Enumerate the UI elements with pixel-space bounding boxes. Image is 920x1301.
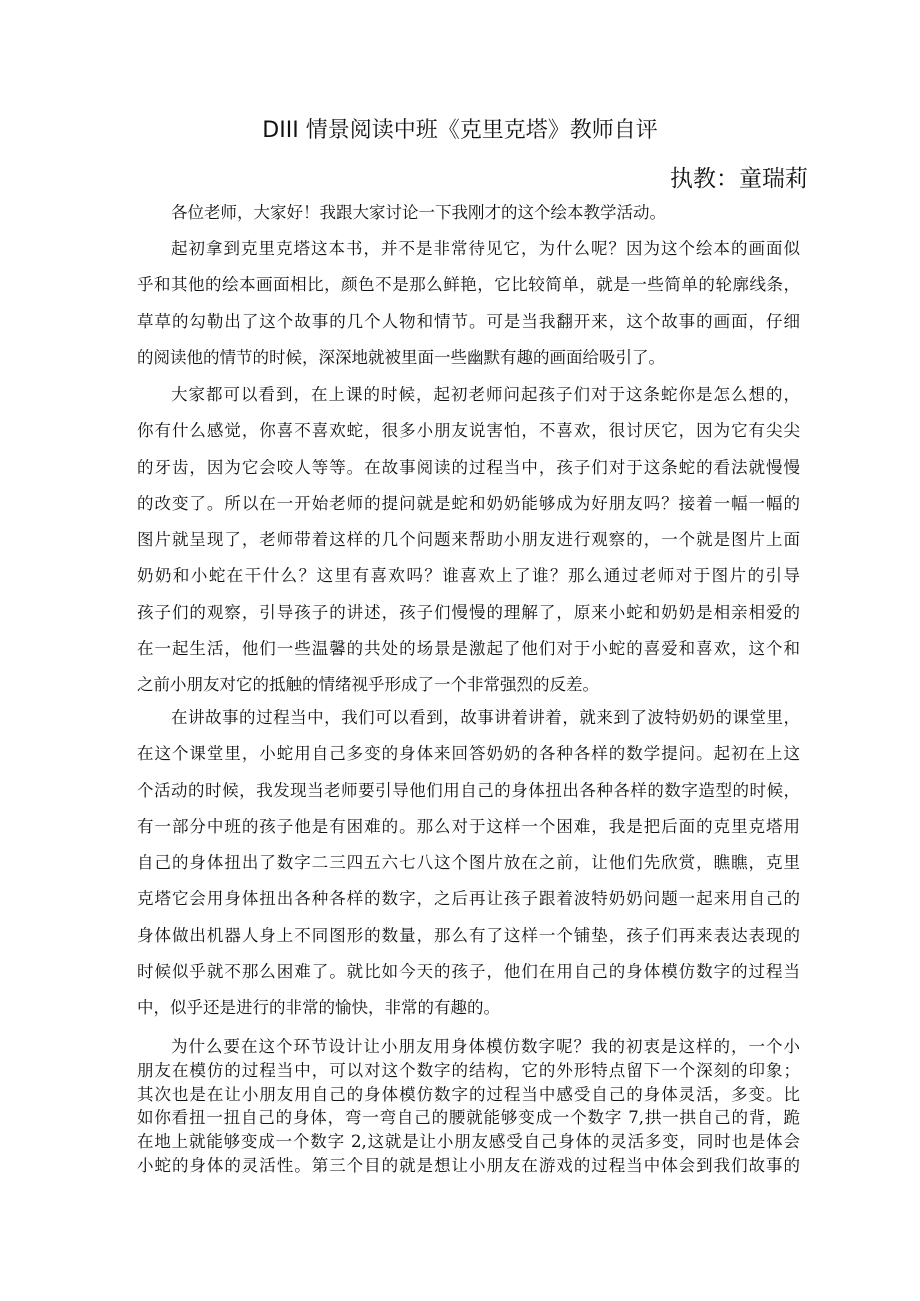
text-line: 图片就呈现了，老师带着这样的几个问题来帮助小朋友进行观察的，一个就是图片上面 <box>137 530 800 550</box>
text-line: 在一起生活，他们一些温馨的共处的场景是激起了他们对于小蛇的喜爱和喜欢，这个和 <box>137 639 800 659</box>
paragraph-first-impression <box>137 231 800 376</box>
author-line: 执教：童瑞莉 <box>670 166 808 192</box>
text-line: 的牙齿，因为它会咬人等等。在故事阅读的过程当中，孩子们对于这条蛇的看法就慢慢 <box>137 457 800 477</box>
text-line: 朋友在模仿的过程当中，可以对这个数字的结构，它的外形特点留下一个深刻的印象； <box>137 1060 800 1080</box>
document-title: DIII 情景阅读中班《克里克塔》教师自评 <box>262 118 658 143</box>
text-line: 克塔它会用身体扭出各种各样的数字，之后再让孩子跟着波特奶奶问题一起来用自己的 <box>137 889 800 909</box>
text-line: 在讲故事的过程当中，我们可以看到，故事讲着讲着，就来到了波特奶奶的课堂里， <box>171 708 800 727</box>
text-line: 奶奶和小蛇在干什么？这里有喜欢吗？谁喜欢上了谁？那么通过老师对于图片的引导 <box>137 566 800 586</box>
text-line: 乎和其他的绘本画面相比，颜色不是那么鲜艳，它比较简单，就是一些简单的轮廓线条， <box>137 275 800 295</box>
text-line: 的改变了。所以在一开始老师的提问就是蛇和奶奶能够成为好朋友吗？接着一幅一幅的 <box>137 493 800 513</box>
text-line: 草草的勾勒出了这个故事的几个人物和情节。可是当我翻开来，这个故事的画面，仔细 <box>137 311 800 331</box>
paragraph-greeting <box>137 195 800 231</box>
text-line: 有一部分中班的孩子他是有困难的。那么对于这样一个困难，我是把后面的克里克塔用 <box>137 816 800 836</box>
text-line: 中，似乎还是进行的非常的愉快，非常的有趣的。 <box>137 998 500 1018</box>
text-line: 的阅读他的情节的时候，深深地就被里面一些幽默有趣的画面给吸引了。 <box>137 347 665 367</box>
text-line: 大家都可以看到，在上课的时候，起初老师问起孩子们对于这条蛇你是怎么想的， <box>171 385 800 404</box>
text-line: 各位老师，大家好！我跟大家讨论一下我刚才的这个绘本教学活动。 <box>171 203 666 222</box>
text-line: 在这个课堂里，小蛇用自己多变的身体来回答奶奶的各种各样的数学提问。起初在上这 <box>137 744 800 764</box>
text-line: 孩子们的观察，引导孩子的讲述，孩子们慢慢的理解了，原来小蛇和奶奶是相亲相爱的 <box>137 602 800 622</box>
paragraph-classroom-story <box>137 700 800 1027</box>
paragraph-body-imitation <box>137 1035 800 1178</box>
text-line: 起初拿到克里克塔这本书，并不是非常待见它，为什么呢？因为这个绘本的画面似 <box>171 239 800 258</box>
text-line: 你有什么感觉，你喜不喜欢蛇，很多小朋友说害怕，不喜欢，很讨厌它，因为它有尖尖 <box>137 421 800 441</box>
text-line: 时候似乎就不那么困难了。就比如今天的孩子，他们在用自己的身体模仿数字的过程当 <box>137 962 800 982</box>
text-line: 自己的身体扭出了数字二三四五六七八这个图片放在之前，让他们先欣赏，瞧瞧，克里 <box>137 853 800 873</box>
text-line: 如你看扭一扭自己的身体，弯一弯自己的腰就能够变成一个数字 7,拱一拱自己的背，跪 <box>137 1108 800 1128</box>
text-line: 为什么要在这个环节设计让小朋友用身体模仿数字呢？我的初衷是这样的，一个小 <box>171 1037 800 1056</box>
text-line: 在地上就能够变成一个数字 2,这就是让小朋友感受自己身体的灵活多变，同时也是体会 <box>137 1132 800 1152</box>
text-line: 个活动的时候，我发现当老师要引导他们用自己的身体扭出各种各样的数字造型的时候， <box>137 780 800 800</box>
text-line: 小蛇的身体的灵活性。第三个目的就是想让小朋友在游戏的过程当中体会到我们故事的 <box>137 1155 800 1175</box>
text-line: 之前小朋友对它的抵触的情绪视乎形成了一个非常强烈的反差。 <box>137 675 599 695</box>
text-line: 其次也是在让小朋友用自己的身体模仿数字的过程当中感受自己的身体灵活，多变。比 <box>137 1084 800 1104</box>
text-line: 身体做出机器人身上不同图形的数量，那么有了这样一个铺垫，孩子们再来表达表现的 <box>137 925 800 945</box>
paragraph-snake-perception <box>137 377 800 704</box>
